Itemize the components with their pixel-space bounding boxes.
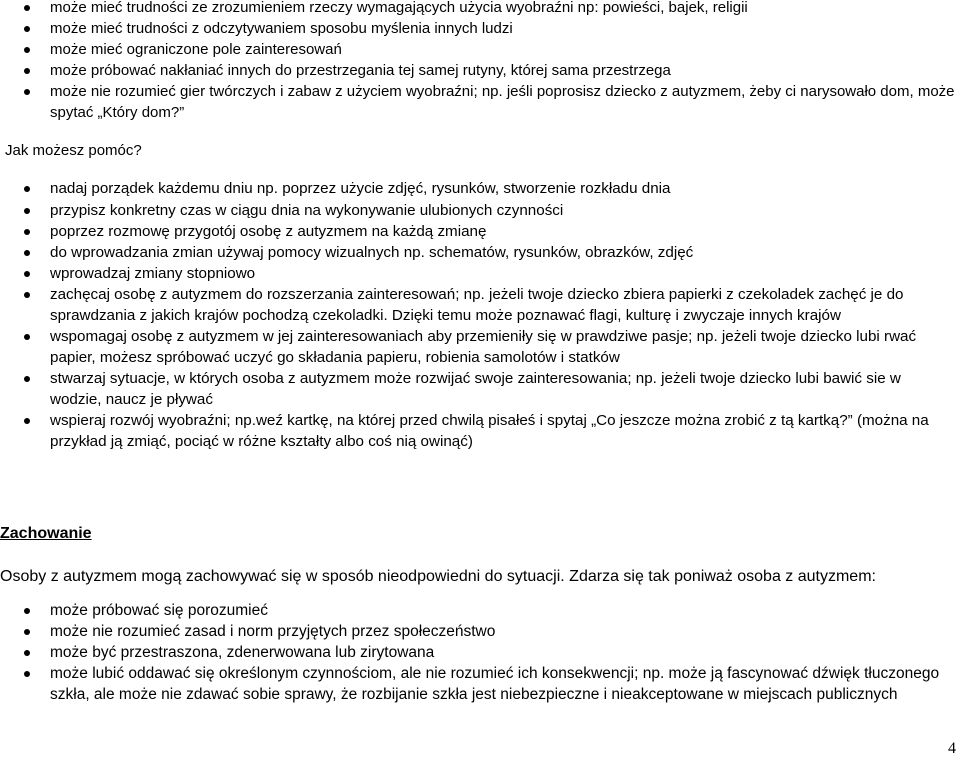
- list-item: może lubić oddawać się określonym czynnościom, ale nie rozumieć ich konsekwencji; np. może ją fascynować dźwięk tłuczonego szkła, ale może nie zdawać sobie sprawy, że rozbijanie szkła jest niebezpieczne i nieakceptowane w miejscach publicznych: [0, 663, 960, 705]
- list-item: wspomagaj osobę z autyzmem w jej zainteresowaniach aby przemieniły się w prawdziwe pasje; np. jeżeli twoje dziecko lubi rwać papier, możesz spróbować uczyć go składania papieru, robienia samolotów i statków: [0, 326, 960, 368]
- list-item: może nie rozumieć gier twórczych i zabaw z użyciem wyobraźni; np. jeśli poprosisz dziecko z autyzmem, żeby ci narysowało dom, może spytać „Który dom?”: [0, 81, 960, 123]
- difficulties-list: [0, 0, 960, 123]
- help-list: [0, 178, 960, 452]
- page-number: 4: [948, 740, 956, 757]
- list-item: może mieć trudności z odczytywaniem sposobu myślenia innych ludzi: [0, 18, 960, 39]
- list-item: nadaj porządek każdemu dniu np. poprzez użycie zdjęć, rysunków, stworzenie rozkładu dnia: [0, 178, 960, 199]
- list-item: może próbować nakłaniać innych do przestrzegania tej samej rutyny, której sama przestrzega: [0, 60, 960, 81]
- list-item: może próbować się porozumieć: [0, 600, 960, 621]
- list-item: może mieć trudności ze zrozumieniem rzeczy wymagających użycia wyobraźni np: powieści, bajek, religii: [0, 0, 960, 18]
- list-item: może nie rozumieć zasad i norm przyjętych przez społeczeństwo: [0, 621, 960, 642]
- list-item: może mieć ograniczone pole zainteresowań: [0, 39, 960, 60]
- list-item: zachęcaj osobę z autyzmem do rozszerzania zainteresowań; np. jeżeli twoje dziecko zbiera papierki z czekoladek zachęć je do sprawdzania z jakich krajów pochodzą czekoladki. Dzięki temu może poznawać flagi, kulturę i zwyczaje innych krajów: [0, 284, 960, 326]
- behaviour-list-section: [0, 600, 960, 705]
- list-item: do wprowadzania zmian używaj pomocy wizualnych np. schematów, rysunków, obrazków, zdjęć: [0, 242, 960, 263]
- list-item: może być przestraszona, zdenerwowana lub zirytowana: [0, 642, 960, 663]
- section-heading-help: Jak możesz pomóc?: [5, 142, 142, 159]
- list-item: wspieraj rozwój wyobraźni; np.weź kartkę, na której przed chwilą pisałeś i spytaj „Co jeszcze można zrobić z tą kartką?” (można na przykład ją zmiąć, pociąć w różne kształty albo coś nią owinąć): [0, 410, 960, 452]
- difficulties-list-section: [0, 0, 960, 123]
- list-item: stwarzaj sytuacje, w których osoba z autyzmem może rozwijać swoje zainteresowania; np. jeżeli twoje dziecko lubi bawić sie w wodzie, naucz je pływać: [0, 368, 960, 410]
- list-item: przypisz konkretny czas w ciągu dnia na wykonywanie ulubionych czynności: [0, 200, 960, 221]
- behaviour-list: [0, 600, 960, 705]
- section-heading-behaviour: Zachowanie: [0, 525, 92, 542]
- intro-paragraph: Osoby z autyzmem mogą zachowywać się w sposób nieodpowiedni do sytuacji. Zdarza się tak poniważ osoba z autyzmem:: [0, 568, 876, 585]
- list-item: poprzez rozmowę przygotój osobę z autyzmem na każdą zmianę: [0, 221, 960, 242]
- help-list-section: [0, 178, 960, 452]
- list-item: wprowadzaj zmiany stopniowo: [0, 263, 960, 284]
